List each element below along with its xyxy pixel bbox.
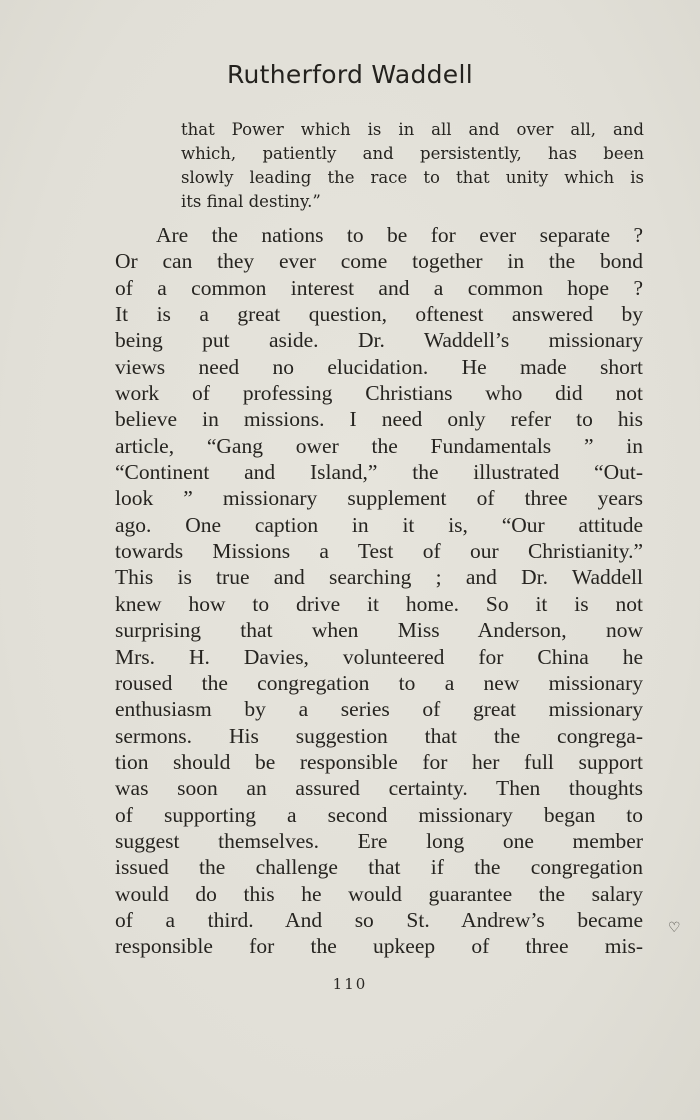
body-line: believe in missions. I need only refer to his: [115, 407, 643, 432]
body-line: surprising that when Miss Anderson, now: [115, 618, 643, 643]
body-line: of a common interest and a common hope ?: [115, 275, 643, 300]
block-quote: [181, 118, 644, 214]
body-line: of a third. And so St. Andrew’s became: [115, 907, 643, 932]
body-line: “Continent and Island,” the illustrated “Out-: [115, 460, 643, 485]
body-line: roused the congregation to a new missionary: [115, 670, 643, 695]
body-line: issued the challenge that if the congregation: [115, 855, 643, 880]
body-line: This is true and searching ; and Dr. Waddell: [115, 565, 643, 590]
body-line: was soon an assured certainty. Then thoughts: [115, 776, 643, 801]
body-line: ago. One caption in it is, “Our attitude: [115, 512, 643, 537]
body-paragraph: [115, 222, 643, 960]
quote-line: that Power which is in all and over all, and: [181, 120, 644, 139]
body-line: responsible for the upkeep of three mis-: [115, 934, 643, 959]
body-line: being put aside. Dr. Waddell’s missionary: [115, 328, 643, 353]
body-line: look ” missionary supplement of three years: [115, 486, 643, 511]
running-head: Rutherford Waddell: [226, 60, 473, 89]
body-line: sermons. His suggestion that the congrega-: [115, 723, 643, 748]
margin-mark-icon: ♡: [668, 920, 681, 936]
body-line: It is a great question, oftenest answered by: [115, 302, 643, 327]
body-line: work of professing Christians who did not: [115, 381, 643, 406]
body-line: would do this he would guarantee the salary: [115, 881, 643, 906]
quote-line: slowly leading the race to that unity which is: [181, 168, 644, 187]
body-line: tion should be responsible for her full support: [115, 749, 643, 774]
body-line: Are the nations to be for ever separate ?: [156, 223, 643, 247]
body-line: Mrs. H. Davies, volunteered for China he: [115, 644, 643, 669]
body-line: knew how to drive it home. So it is not: [115, 591, 643, 616]
body-line: Or can they ever come together in the bond: [115, 249, 643, 274]
body-line: suggest themselves. Ere long one member: [115, 828, 643, 853]
page-number: 110: [332, 975, 368, 993]
body-line: towards Missions a Test of our Christianity.”: [115, 539, 643, 564]
quote-line: which, patiently and persistently, has been: [181, 144, 644, 163]
body-line: article, “Gang ower the Fundamentals ” in: [115, 433, 643, 458]
body-line: of supporting a second missionary began to: [115, 802, 643, 827]
body-line: enthusiasm by a series of great missionary: [115, 697, 643, 722]
quote-line: its final destiny.”: [181, 192, 321, 211]
body-line: views need no elucidation. He made short: [115, 354, 643, 379]
